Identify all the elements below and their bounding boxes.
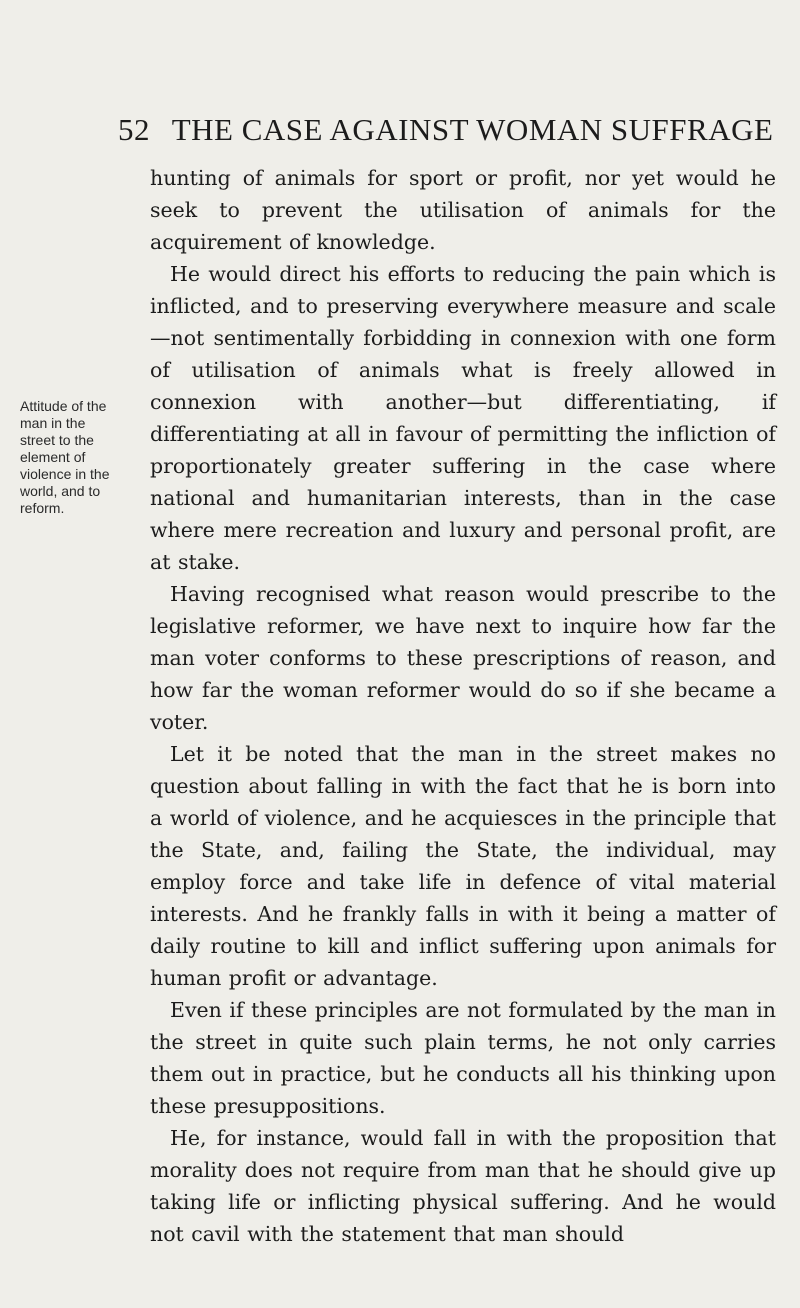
margin-note: Attitude of the man in the street to the element of violence in the world, and to reform. (20, 398, 110, 516)
paragraph: Having recognised what reason would prescribe to the legislative reformer, we have next to inquire how far the man voter conforms to these prescriptions of reason, and how far the woman reformer would do so if she became a voter. (150, 582, 776, 734)
running-title: THE CASE AGAINST WOMAN SUFFRAGE (171, 112, 774, 147)
paragraph: He, for instance, would fall in with the proposition that morality does not require from man that he should give up taking life or inflicting physical suffering. And he would not cavil with the statement that man should (150, 1126, 776, 1246)
paragraph: He would direct his efforts to reducing the pain which is inflicted, and to preserving everywhere measure and scale—not sentimentally forbidding in connexion with one form of utilisation of animals what is freely allowed in connexion with another—but differentiating, if differentiating at all in favour of permitting the infliction of proportionately greater suffering in the case where national and humanitarian interests, than in the case where mere recreation and luxury and personal profit, are at stake. (150, 262, 776, 574)
paragraph: Even if these principles are not formulated by the man in the street in quite such plain terms, he not only carries them out in practice, but he conducts all his thinking upon these presuppositions. (150, 998, 776, 1118)
paragraph: Let it be noted that the man in the street makes no question about falling in with the fact that he is born into a world of violence, and he acquiesces in the principle that the State, and, failing the State, the individual, may employ force and take life in defence of vital material interests. And he frankly falls in with it being a matter of daily routine to kill and inflict suffering upon animals for human profit or advantage. (150, 742, 776, 990)
page-number: 52 (118, 112, 150, 147)
body-text (150, 162, 776, 1250)
running-header (118, 112, 773, 148)
paragraph: hunting of animals for sport or profit, nor yet would he seek to prevent the utilisation of animals for the acquirement of knowledge. (150, 166, 776, 254)
